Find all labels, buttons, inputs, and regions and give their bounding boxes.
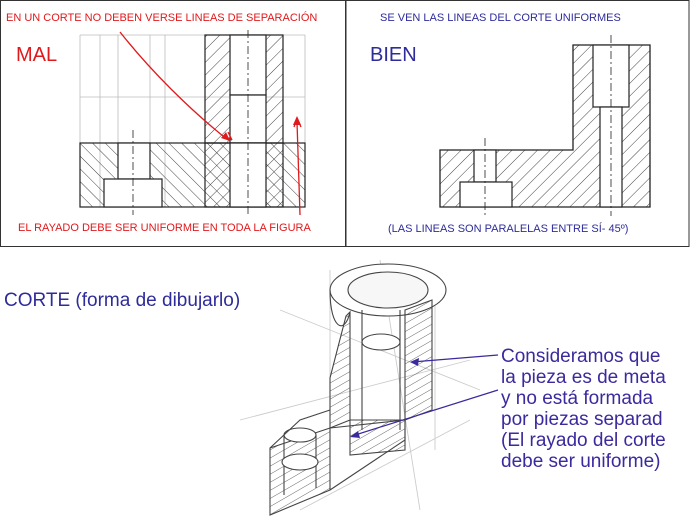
right-heading: SE VEN LAS LINEAS DEL CORTE UNIFORMES <box>380 12 621 24</box>
note-line: la pieza es de meta <box>501 367 666 388</box>
right-footer: (LAS LINEAS SON PARALELAS ENTRE SÍ- 45º) <box>388 223 629 235</box>
note-line: y no está formada <box>501 388 654 409</box>
left-heading: EN UN CORTE NO DEBEN VERSE LINEAS DE SEPARACIÓN <box>6 12 318 24</box>
sketch-note <box>501 346 666 472</box>
correct-section-drawing <box>440 35 650 216</box>
note-line: Consideramos que <box>501 346 661 367</box>
isometric-sketch-area <box>0 250 690 518</box>
comparison-drawings <box>0 0 690 248</box>
note-line: por piezas separad <box>501 409 663 430</box>
note-line: (El rayado del corte <box>501 430 666 451</box>
left-footer: EL RAYADO DEBE SER UNIFORME EN TODA LA FIGURA <box>18 222 311 234</box>
label-bien: BIEN <box>370 44 417 66</box>
incorrect-section-drawing <box>80 30 305 215</box>
note-line: debe ser uniforme) <box>501 451 661 472</box>
label-mal: MAL <box>16 44 58 66</box>
sketch-title: CORTE (forma de dibujarlo) <box>4 290 241 311</box>
comparison-panels <box>0 0 690 248</box>
